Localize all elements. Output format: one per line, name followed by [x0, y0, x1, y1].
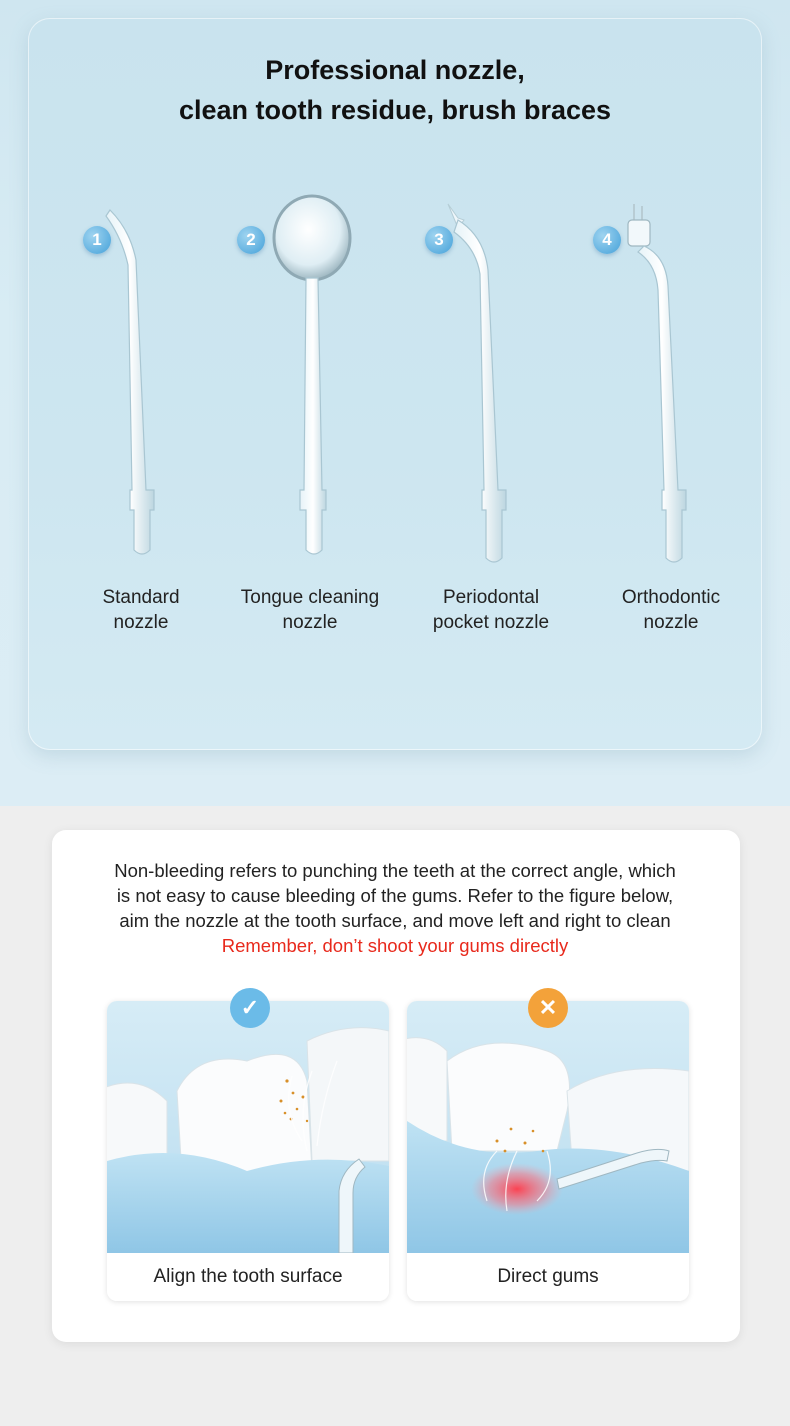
nozzle-label-line: pocket nozzle — [432, 612, 550, 633]
x-icon: ✕ — [528, 988, 568, 1028]
direct-gums-illustration — [407, 1001, 689, 1253]
nozzle-label-periodontal — [391, 585, 591, 635]
nozzle-number-badge-2: 2 — [237, 226, 265, 254]
instruction-line-3: aim the nozzle at the tooth surface, and move left and right to clean — [119, 910, 671, 931]
nozzle-label-line: nozzle — [643, 612, 699, 633]
correct-usage-label: Align the tooth surface — [107, 1253, 389, 1301]
nozzle-label-line: Standard — [102, 587, 180, 608]
nozzle-label-line: Orthodontic — [621, 587, 721, 608]
correct-usage-example — [107, 1001, 389, 1301]
section-title-line1: Professional nozzle, — [265, 55, 525, 85]
incorrect-usage-example — [407, 1001, 689, 1301]
orthodontic-nozzle-image — [608, 190, 748, 570]
nozzle-number-badge-1: 1 — [83, 226, 111, 254]
instruction-line-2: is not easy to cause bleeding of the gums. Refer to the figure below, — [116, 885, 674, 906]
nozzle-label-line: nozzle — [113, 612, 169, 633]
check-icon: ✓ — [230, 988, 270, 1028]
section-title-line2: clean tooth residue, brush braces — [178, 95, 612, 125]
nozzle-label-line: Tongue cleaning — [240, 587, 380, 608]
warning-text: Remember, don’t shoot your gums directly — [221, 935, 569, 956]
nozzle-label-orthodontic — [571, 585, 771, 635]
nozzle-label-tongue-cleaning — [210, 585, 410, 635]
nozzle-number-badge-4: 4 — [593, 226, 621, 254]
instruction-line-1: Non-bleeding refers to punching the teeth at the correct angle, which — [114, 860, 676, 881]
incorrect-usage-label: Direct gums — [407, 1253, 689, 1301]
nozzle-label-line: Periodontal — [442, 587, 540, 608]
tooth-surface-illustration — [107, 1001, 389, 1253]
nozzle-label-line: nozzle — [282, 612, 338, 633]
nozzle-number-badge-3: 3 — [425, 226, 453, 254]
usage-guide-section — [0, 806, 790, 1426]
